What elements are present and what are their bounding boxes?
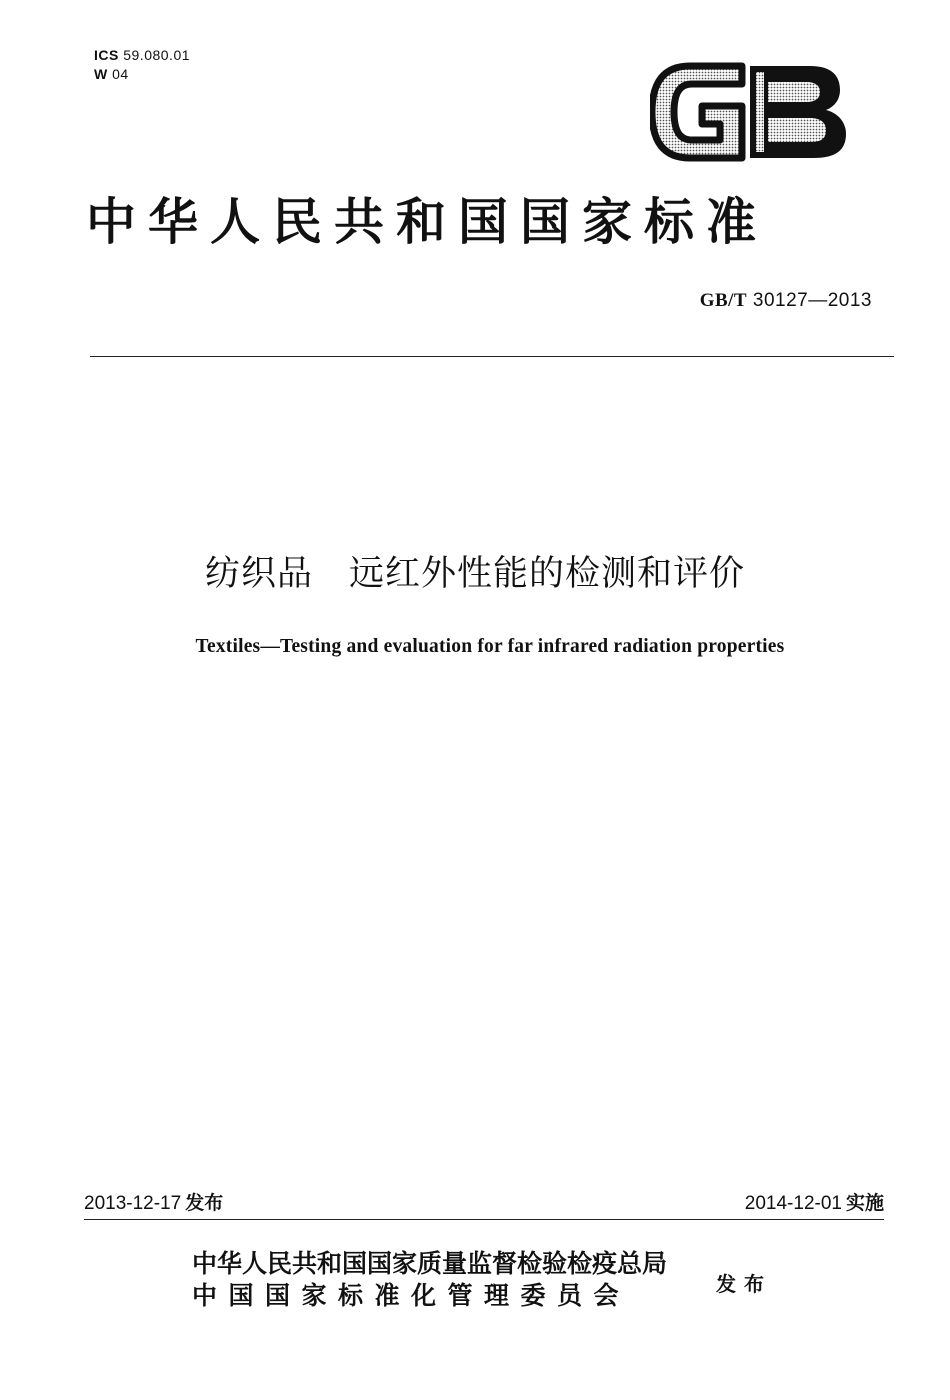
- footer-divider: [84, 1219, 884, 1220]
- standard-prefix: GB/T: [699, 290, 748, 311]
- ccs-label: W: [94, 66, 108, 82]
- ics-label: ICS: [94, 47, 119, 63]
- authority-title: 中华人民共和国国家标准: [86, 192, 768, 251]
- issue-date: 2013-12-17: [84, 1193, 182, 1214]
- implementation-label: 实施: [845, 1192, 884, 1214]
- ics-line: [94, 46, 190, 65]
- standard-number: [700, 290, 872, 312]
- header-divider: [90, 356, 894, 357]
- issue-label: 发布: [185, 1192, 224, 1214]
- standard-code: 30127—2013: [752, 290, 872, 311]
- ccs-line: [94, 65, 190, 84]
- classification-codes: [94, 46, 190, 84]
- issuing-authorities: [192, 1248, 667, 1312]
- ccs-code: 04: [112, 66, 129, 82]
- issuers-action: 发布: [716, 1272, 772, 1296]
- title-chinese: 纺织品 远红外性能的检测和评价: [204, 554, 745, 594]
- implementation-date: 2014-12-01: [744, 1193, 842, 1214]
- implementation-date-block: [745, 1190, 884, 1217]
- title-english: Textiles—Testing and evaluation for far infrared radiation properties: [195, 636, 785, 657]
- gb-logo: [650, 62, 850, 162]
- ics-code: 59.080.01: [123, 47, 191, 63]
- issue-date-block: [84, 1190, 223, 1217]
- issuer-sac: 中国国家标准化管理委员会: [192, 1281, 631, 1310]
- issuer-aqsiq: 中华人民共和国国家质量监督检验检疫总局: [192, 1249, 668, 1278]
